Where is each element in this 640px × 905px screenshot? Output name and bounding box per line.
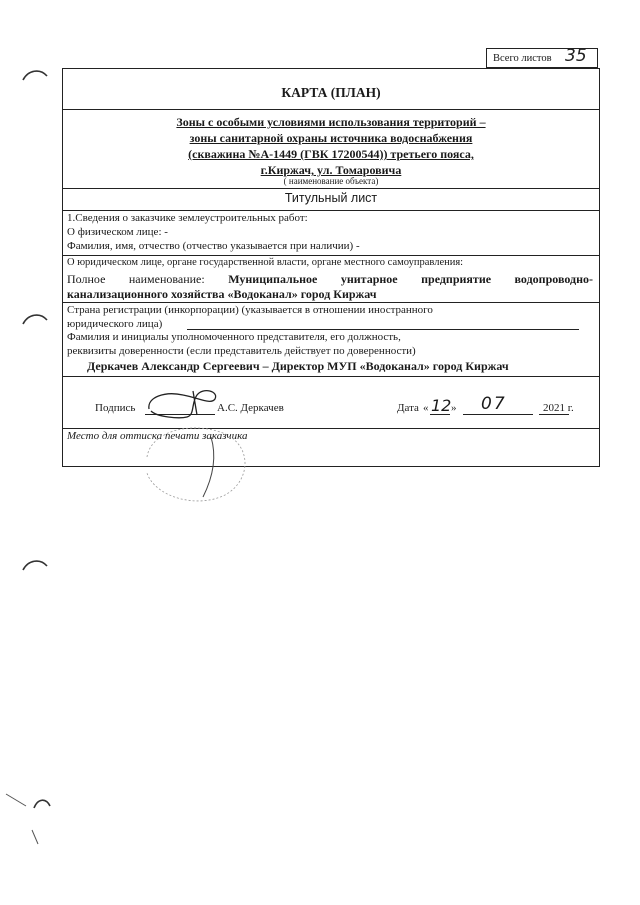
object-line-1: Зоны с особыми условиями использования территорий – bbox=[176, 115, 486, 129]
customer-heading: 1.Сведения о заказчике землеустроительных работ: bbox=[67, 212, 308, 224]
legal-full-name-line-1: Муниципальное унитарное предприятие водопроводно- bbox=[228, 272, 593, 286]
divider bbox=[63, 302, 599, 303]
object-line-2: зоны санитарной охраны источника водоснабжения bbox=[189, 131, 473, 145]
object-line-3: (скважина №А-1449 (ГВК 17200544)) третьего пояса, bbox=[188, 147, 474, 161]
divider bbox=[63, 109, 599, 110]
total-sheets-count: 35 bbox=[565, 46, 587, 66]
total-sheets-box bbox=[486, 48, 598, 68]
signature-label: Подпись bbox=[95, 402, 136, 414]
country-line-2: юридического лица) bbox=[67, 318, 163, 330]
individual-full-name: Фамилия, имя, отчество (отчество указывается при наличии) - bbox=[67, 240, 360, 252]
representative-line-2: реквизиты доверенности (если представитель действует по доверенности) bbox=[67, 345, 416, 357]
punch-hole-mark-icon bbox=[20, 310, 50, 328]
representative-line-1: Фамилия и инициалы уполномоченного представителя, его должность, bbox=[67, 331, 401, 343]
object-line-4: г.Киржач, ул. Томаровича bbox=[260, 163, 402, 177]
signatory-name: А.С. Деркачев bbox=[217, 402, 284, 414]
divider bbox=[63, 210, 599, 211]
representative-name: Деркачев Александр Сергеевич – Директор МУП «Водоканал» город Киржач bbox=[87, 359, 509, 373]
date-quote-close: » bbox=[451, 402, 457, 414]
divider bbox=[63, 376, 599, 377]
signature-scribble-icon bbox=[143, 385, 223, 421]
date-month-underline bbox=[463, 414, 533, 415]
date-year-underline bbox=[539, 414, 569, 415]
legal-full-name-label: Полное наименование: bbox=[67, 272, 205, 286]
punch-hole-mark-icon bbox=[20, 66, 50, 84]
legal-full-name-row bbox=[67, 272, 593, 287]
stamp-outline-icon bbox=[133, 417, 263, 507]
individual-info: О физическом лице: - bbox=[67, 226, 168, 238]
total-sheets-label: Всего листов bbox=[493, 53, 552, 64]
date-year: 2021 г. bbox=[543, 402, 574, 414]
title-form bbox=[62, 68, 600, 467]
sheet-name: Титульный лист bbox=[284, 191, 378, 205]
divider bbox=[63, 188, 599, 189]
legal-full-name-line-2: канализационного хозяйства «Водоканал» город Киржач bbox=[67, 287, 377, 301]
stamp-place-label: Место для оттиска печати заказчика bbox=[67, 430, 248, 442]
object-caption: ( наименование объекта) bbox=[283, 176, 379, 186]
date-day: 12 bbox=[431, 396, 452, 415]
date-month: 07 bbox=[481, 394, 507, 414]
form-title: КАРТА (ПЛАН) bbox=[281, 85, 381, 100]
divider bbox=[63, 255, 599, 256]
date-label: Дата bbox=[397, 402, 419, 414]
punch-hole-mark-icon bbox=[4, 788, 52, 848]
date-quote-open: « bbox=[423, 402, 429, 414]
country-line-1: Страна регистрации (инкорпорации) (указывается в отношении иностранного bbox=[67, 304, 433, 316]
date-day-underline bbox=[430, 414, 450, 415]
country-underline bbox=[187, 329, 579, 330]
punch-hole-mark-icon bbox=[20, 556, 50, 574]
legal-heading: О юридическом лице, органе государственной власти, органе местного самоуправления: bbox=[67, 257, 464, 268]
